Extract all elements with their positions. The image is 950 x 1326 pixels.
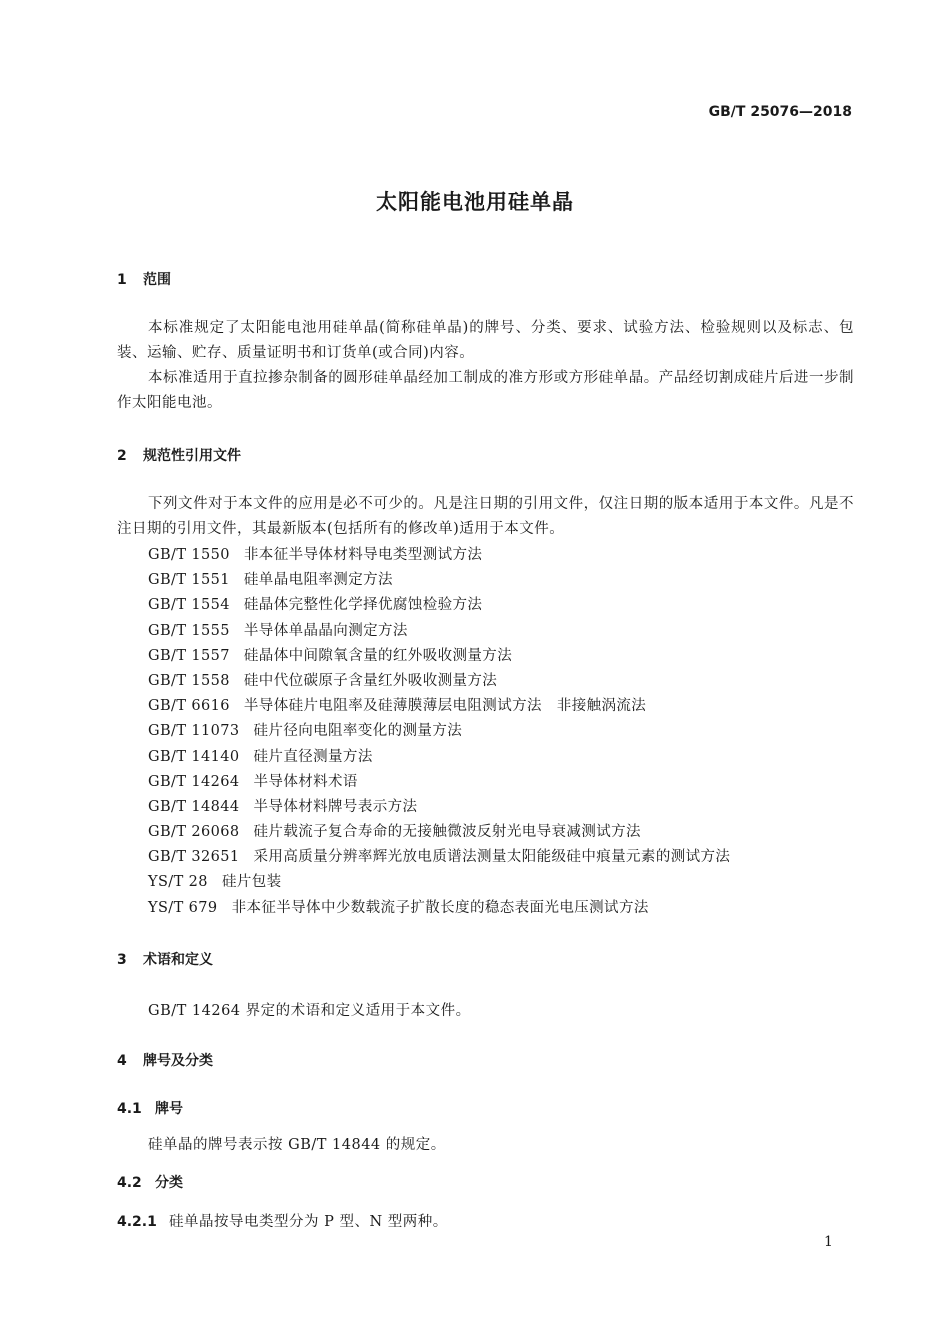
section-1-heading [117, 269, 171, 289]
reference-code: YS/T 679 [148, 899, 218, 916]
section-4-2-heading [117, 1172, 183, 1192]
reference-item [148, 719, 730, 744]
reference-code: GB/T 1555 [148, 622, 230, 639]
reference-code: GB/T 1554 [148, 597, 230, 614]
section-4-2-1-clause [117, 1210, 448, 1231]
reference-title: 硅单晶电阻率测定方法 [243, 572, 393, 589]
section-3-text: GB/T 14264 界定的术语和定义适用于本文件。 [148, 1003, 471, 1019]
reference-title: 硅片直径测量方法 [253, 748, 373, 765]
section-4-title: 牌号及分类 [143, 1053, 213, 1069]
reference-code: GB/T 1558 [148, 672, 230, 689]
reference-item [148, 694, 730, 719]
reference-code: GB/T 26068 [148, 824, 240, 841]
reference-code: GB/T 1550 [148, 547, 230, 563]
reference-code: GB/T 14844 [148, 798, 240, 815]
section-3-heading [117, 949, 213, 969]
reference-title: 非本征半导体材料导电类型测试方法 [243, 547, 483, 563]
reference-title: 硅晶体中间隙氧含量的红外吸收测量方法 [243, 647, 513, 664]
reference-title: 半导体单晶晶向测定方法 [243, 622, 408, 639]
reference-item [148, 896, 730, 921]
reference-code: GB/T 11073 [148, 723, 240, 740]
reference-title: 硅片径向电阻率变化的测量方法 [253, 723, 463, 740]
section-4-1-number: 4.1 [117, 1101, 142, 1117]
reference-code: GB/T 6616 [148, 698, 230, 715]
section-3-title: 术语和定义 [143, 952, 213, 968]
section-2-title: 规范性引用文件 [143, 448, 241, 464]
reference-item [148, 644, 730, 669]
reference-code: GB/T 32651 [148, 849, 240, 866]
section-2-heading [117, 445, 241, 465]
reference-title: 半导体材料牌号表示方法 [253, 798, 418, 815]
normative-reference-list [148, 543, 730, 921]
section-4-1-heading [117, 1098, 183, 1118]
document-title: 太阳能电池用硅单晶 [376, 190, 574, 214]
section-4-2-1-number: 4.2.1 [117, 1214, 157, 1230]
reference-title: 半导体硅片电阻率及硅薄膜薄层电阻测试方法 非接触涡流法 [243, 698, 647, 715]
reference-title: 半导体材料术语 [253, 773, 358, 790]
reference-item [148, 845, 730, 870]
reference-item [148, 543, 730, 568]
reference-item [148, 593, 730, 618]
section-2-intro: 下列文件对于本文件的应用是必不可少的。凡是注日期的引用文件，仅注日期的版本适用于本文件。凡是不注日期的引用文件，其最新版本(包括所有的修改单)适用于本文件。 [117, 496, 854, 537]
section-1-title: 范围 [143, 272, 171, 288]
section-1-paragraph-1: 本标准规定了太阳能电池用硅单晶(简称硅单晶)的牌号、分类、要求、试验方法、检验规则以及标志、包装、运输、贮存、质量证明书和订货单(或合同)内容。 [117, 320, 854, 361]
section-4-1-title: 牌号 [155, 1101, 183, 1117]
reference-code: GB/T 1551 [148, 572, 230, 589]
reference-item [148, 870, 730, 895]
section-4-1-text: 硅单晶的牌号表示按 GB/T 14844 的规定。 [148, 1137, 446, 1153]
reference-code: GB/T 14140 [148, 748, 240, 765]
reference-item [148, 669, 730, 694]
section-4-heading [117, 1050, 213, 1070]
reference-item [148, 795, 730, 820]
reference-title: 非本征半导体中少数载流子扩散长度的稳态表面光电压测试方法 [231, 899, 649, 916]
reference-code: YS/T 28 [148, 874, 208, 891]
section-4-2-number: 4.2 [117, 1175, 142, 1191]
standard-code: GB/T 25076—2018 [708, 104, 852, 120]
section-4-number: 4 [117, 1053, 127, 1069]
reference-title: 硅晶体完整性化学择优腐蚀检验方法 [243, 597, 483, 614]
reference-code: GB/T 1557 [148, 647, 230, 664]
reference-title: 采用高质量分辨率辉光放电质谱法测量太阳能级硅中痕量元素的测试方法 [253, 849, 731, 866]
section-3-number: 3 [117, 952, 127, 968]
section-1-number: 1 [117, 272, 127, 288]
reference-item [148, 619, 730, 644]
reference-title: 硅片包装 [221, 874, 282, 891]
page-number: 1 [824, 1234, 833, 1250]
reference-code: GB/T 14264 [148, 773, 240, 790]
reference-item [148, 820, 730, 845]
section-4-2-1-text: 硅单晶按导电类型分为 P 型、N 型两种。 [169, 1214, 448, 1230]
section-4-2-title: 分类 [155, 1175, 183, 1191]
reference-item [148, 568, 730, 593]
section-1-paragraph-2: 本标准适用于直拉掺杂制备的圆形硅单晶经加工制成的准方形或方形硅单晶。产品经切割成硅片后进一步制作太阳能电池。 [117, 370, 854, 411]
reference-title: 硅中代位碳原子含量红外吸收测量方法 [243, 672, 498, 689]
reference-item [148, 745, 730, 770]
reference-item [148, 770, 730, 795]
section-2-number: 2 [117, 448, 127, 464]
reference-title: 硅片载流子复合寿命的无接触微波反射光电导衰减测试方法 [253, 824, 641, 841]
